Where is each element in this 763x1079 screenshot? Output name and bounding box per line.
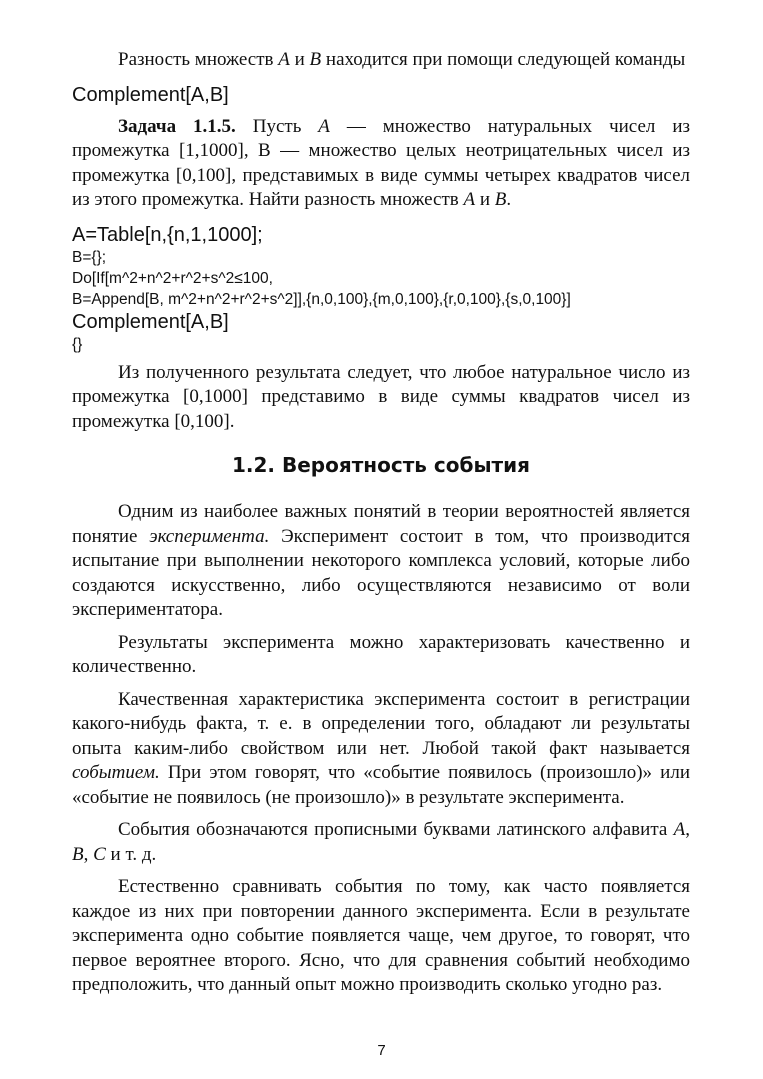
paragraph-task: Задача 1.1.5. Пусть A — множество натуральных чисел из промежутка [1,1000], В — множество целых неотрицательных чисел из промежутка [0,100], представимых в виде суммы четырех квадратов чисел из этого промежутка. Найти разность множеств A и B.: [72, 115, 690, 210]
paragraph-notation: События обозначаются прописными буквами латинского алфавита A, B, C и т. д.: [72, 819, 690, 865]
paragraph-set-difference: Разность множеств A и B находится при помощи следующей команды: [118, 49, 686, 70]
task-label: Задача 1.1.5.: [118, 115, 236, 137]
code-line: Do[If[m^2+n^2+r^2+s^2≤100,: [72, 269, 273, 287]
code-line: Complement[A,B]: [72, 310, 229, 333]
code-line: B={};: [72, 248, 107, 266]
page-body: [72, 48, 690, 998]
paragraph-results: Результаты эксперимента можно характеризовать качественно и количественно.: [72, 631, 690, 677]
paragraph-qualitative: Качественная характеристика эксперимента состоит в регистрации какого-нибудь факта, т. е. в определении того, обладают ли результаты опыта каким-либо свойством или нет. Любой такой факт называется событием. При этом говорят, что «событие появилось (произошло)» или «событие не появилось (не произошло)» в результате эксперимента.: [72, 688, 690, 808]
paragraph-experiment: Одним из наиболее важных понятий в теории вероятностей является понятие эксперимента. Эксперимент состоит в том, что производится испытание при выполнении некоторого комплекса условий, которые либо создаются искусственно, либо осуществляются независимо от воли экспериментатора.: [72, 501, 690, 620]
page-number: 7: [377, 1042, 386, 1059]
section-heading: 1.2. Вероятность события: [232, 453, 530, 477]
paragraph-comparison: Естественно сравнивать события по тому, как часто появляется каждое из них при повторении данного эксперимента. Если в результате эксперимента одно событие появляется чаще, чем другое, то говорят, что первое вероятнее второго. Ясно, что для сравнения событий необходимо предположить, что данный опыт можно производить сколько угодно раз.: [72, 876, 690, 995]
code-line: {}: [72, 335, 83, 353]
paragraph-result: Из полученного результата следует, что любое натуральное число из промежутка [0,1000] представимо в виде суммы квадратов чисел из промежутка [0,100].: [72, 361, 690, 432]
code-line: A=Table[n,{n,1,1000];: [72, 223, 263, 246]
code-block: [72, 223, 690, 355]
code-line: B=Append[B, m^2+n^2+r^2+s^2]],{n,0,100},{m,0,100},{r,0,100},{s,0,100}]: [72, 290, 571, 308]
code-complement: Complement[A,B]: [72, 83, 229, 106]
